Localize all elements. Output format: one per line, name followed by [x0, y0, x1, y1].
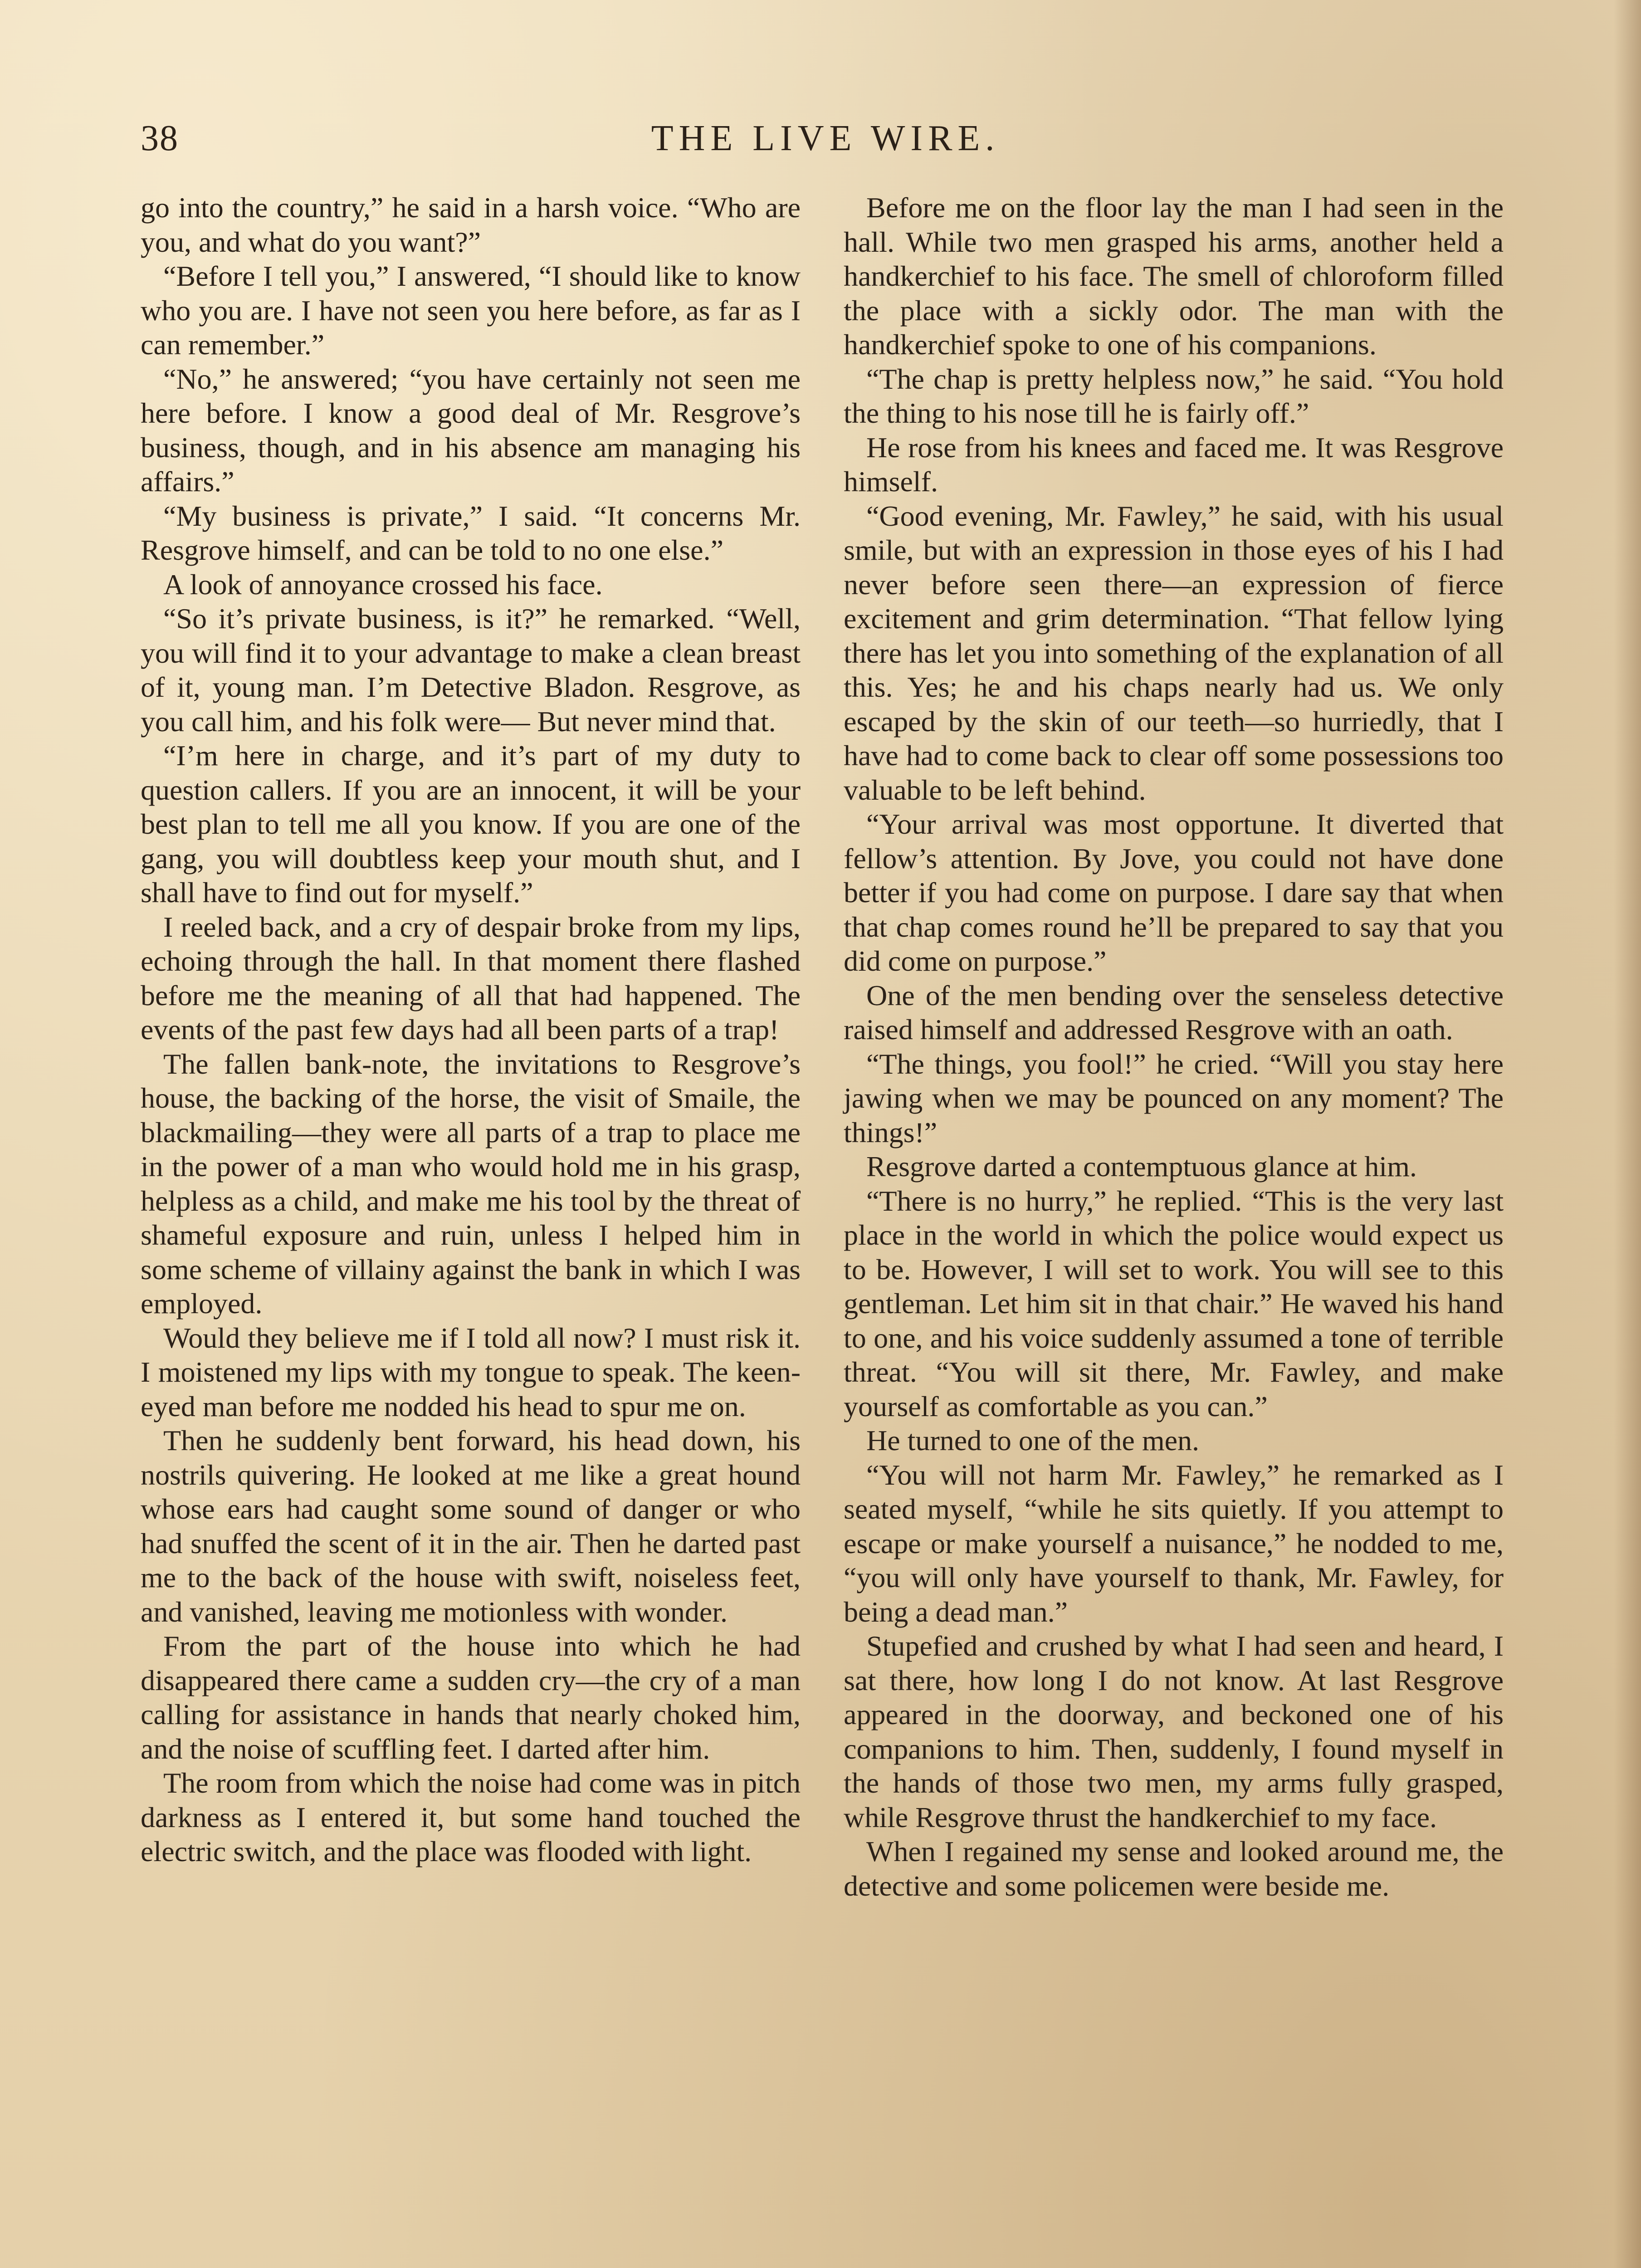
paragraph: The fallen bank-note, the invitations to Resgrove’s house, the backing of the horse, the visit of Smaile, the blackmailing—they were all parts of a trap to place me in the power of a man who would hold me in his grasp, helpless as a child, and make me his tool by the threat of shameful exposure and ruin, unless I helped him in some scheme of villainy against the bank in which I was employed. [141, 1047, 801, 1320]
paragraph: “So it’s private business, is it?” he remarked. “Well, you will find it to your advantage to make a clean breast of it, young man. I’m Detective Bladon. Resgrove, as you call him, and his folk were— But never mind that. [141, 602, 801, 738]
running-title: THE LIVE WIRE. [651, 118, 1000, 158]
paragraph: “I’m here in charge, and it’s part of my duty to question callers. If you are an innocent, it will be your best plan to tell me all you know. If you are one of the gang, you will doubtless keep your mouth shut, and I shall have to find out for myself.” [141, 739, 801, 909]
paragraph: Before me on the floor lay the man I had seen in the hall. While two men grasped his arms, another held a handkerchief to his face. The smell of chloroform filled the place with a sickly odor. The man with the handkerchief spoke to one of his companions. [844, 191, 1504, 361]
page-number: 38 [141, 118, 179, 158]
paragraph: He rose from his knees and faced me. It was Resgrove himself. [844, 431, 1504, 498]
paragraph: Resgrove darted a contemptuous glance at him. [866, 1150, 1417, 1183]
paragraph: He turned to one of the men. [866, 1424, 1199, 1457]
paragraph: “Before I tell you,” I answered, “I should like to know who you are. I have not seen you here before, as far as I can remember.” [141, 260, 801, 361]
paragraph: “No,” he answered; “you have certainly not seen me here before. I know a good deal of Mr. Resgrove’s business, though, and in his absence am managing his affairs.” [141, 362, 801, 498]
paragraph: I reeled back, and a cry of despair broke from my lips, echoing through the hall. In that moment there flashed before me the meaning of all that had happened. The events of the past few days had all been parts of a trap! [141, 910, 801, 1046]
paragraph: “Your arrival was most opportune. It diverted that fellow’s attention. By Jove, you could not have done better if you had come on purpose. I dare say that when that chap comes round he’ll be prepared to say that you did come on purpose.” [844, 808, 1504, 977]
paragraph: “My business is private,” I said. “It concerns Mr. Resgrove himself, and can be told to no one else.” [141, 499, 801, 566]
right-text-column [844, 191, 1504, 1903]
paragraph: One of the men bending over the senseless detective raised himself and addressed Resgrove with an oath. [844, 979, 1504, 1046]
paragraph: Stupefied and crushed by what I had seen and heard, I sat there, how long I do not know. At last Resgrove appeared in the doorway, and beckoned one of his companions to him. Then, suddenly, I found myself in the hands of those two men, my arms fully grasped, while Resgrove thrust the handkerchief to my face. [844, 1630, 1504, 1833]
paragraph: “There is no hurry,” he replied. “This is the very last place in the world in which the police would expect us to be. However, I will set to work. You will see to this gentleman. Let him sit in that chair.” He waved his hand to one, and his voice suddenly assumed a tone of terrible threat. “You will sit there, Mr. Fawley, and make yourself as comfortable as you can.” [844, 1184, 1504, 1422]
paragraph: The room from which the noise had come was in pitch darkness as I entered it, but some hand touched the electric switch, and the place was flooded with light. [141, 1767, 801, 1867]
page-header [141, 113, 1510, 172]
paragraph: “You will not harm Mr. Fawley,” he remarked as I seated myself, “while he sits quietly. If you attempt to escape or make yourself a nuisance,” he nodded to me, “you will only have yourself to thank, Mr. Fawley, for being a dead man.” [844, 1458, 1504, 1628]
paragraph: Then he suddenly bent forward, his head down, his nostrils quivering. He looked at me like a great hound whose ears had caught some sound of danger or who had snuffed the scent of it in the air. Then he darted past me to the back of the house with swift, noiseless feet, and vanished, leaving me motionless with wonder. [141, 1424, 801, 1628]
paragraph: “Good evening, Mr. Fawley,” he said, with his usual smile, but with an expression in those eyes of his I had never before seen there—an expression of fierce excitement and grim determination. “That fellow lying there has let you into something of the explanation of all this. Yes; he and his chaps nearly had us. We only escaped by the skin of our teeth—so hurriedly, that I have had to come back to clear off some possessions too valuable to be left behind. [844, 499, 1504, 806]
paragraph: go into the country,” he said in a harsh voice. “Who are you, and what do you want?” [141, 191, 801, 258]
paragraph: “The things, you fool!” he cried. “Will you stay here jawing when we may be pounced on any moment? The things!” [844, 1047, 1504, 1149]
paragraph: A look of annoyance crossed his face. [163, 568, 603, 601]
paragraph: Would they believe me if I told all now? I must risk it. I moistened my lips with my tongue to speak. The keen-eyed man before me nodded his head to spur me on. [141, 1321, 801, 1422]
paragraph: From the part of the house into which he had disappeared there came a sudden cry—the cry of a man calling for assistance in hands that nearly choked him, and the noise of scuffling feet. I darted after him. [141, 1630, 801, 1765]
left-text-column [141, 191, 801, 1869]
paragraph: “The chap is pretty helpless now,” he said. “You hold the thing to his nose till he is fairly off.” [844, 362, 1504, 429]
page-edge-shadow [1614, 0, 1641, 2268]
paragraph: When I regained my sense and looked around me, the detective and some policemen were beside me. [844, 1835, 1504, 1902]
